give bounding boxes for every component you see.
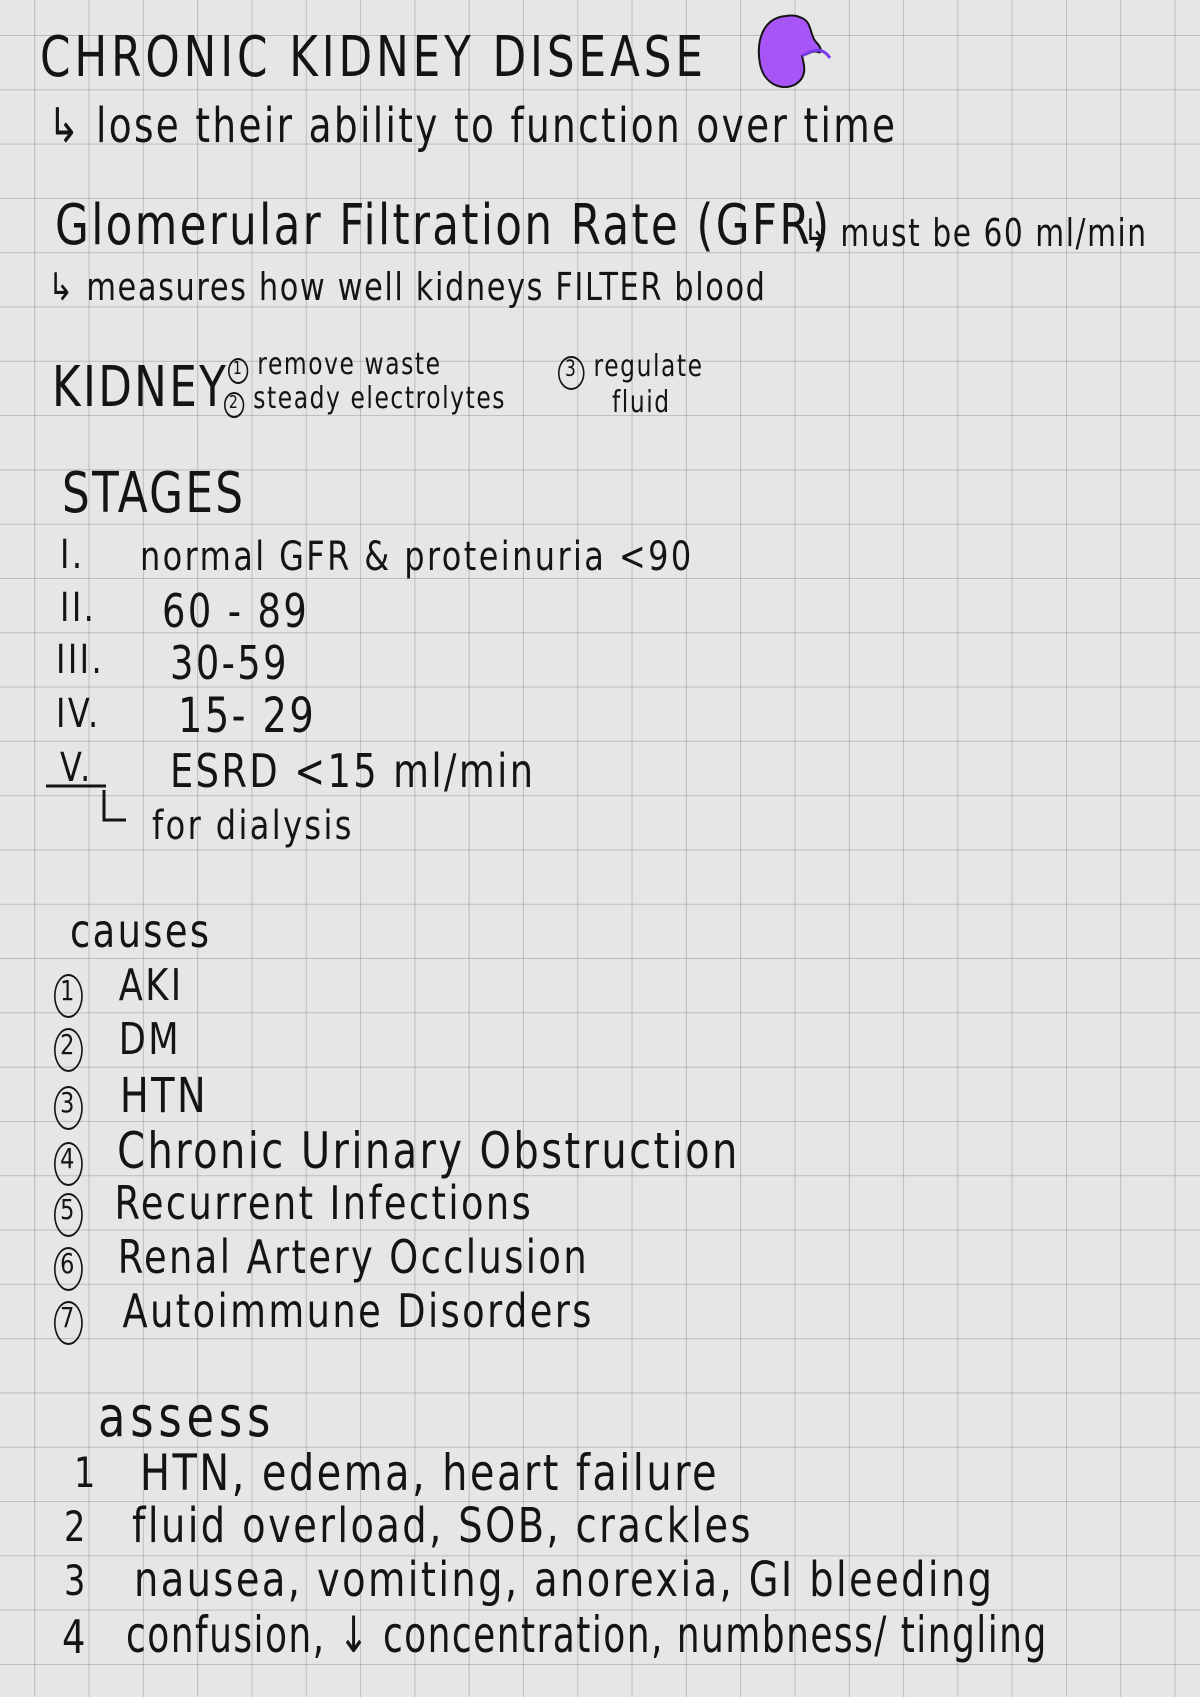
cause-text-3: HTN	[119, 1068, 209, 1124]
assess-num-1: 1	[74, 1448, 98, 1497]
stage-roman-5: V.	[60, 745, 93, 791]
func-num-1: 1	[228, 358, 248, 384]
assess-text-2: fluid overload, SOB, crackles	[132, 1498, 753, 1554]
kidney-func-2	[224, 381, 507, 418]
stage-text-5: ESRD <15 ml/min	[170, 744, 536, 798]
stage-roman-3: III.	[56, 637, 105, 683]
stage-roman-2: II.	[60, 585, 97, 631]
assess-num-2: 2	[64, 1502, 88, 1551]
cause-item-2	[54, 1014, 182, 1072]
page-title: CHRONIC KIDNEY DISEASE	[40, 25, 707, 90]
gfr-note: ↳ must be 60 ml/min	[803, 211, 1148, 255]
cause-item-6	[54, 1230, 590, 1291]
cause-item-1	[54, 960, 184, 1018]
cause-item-7	[54, 1284, 594, 1345]
definition-text: ↳ lose their ability to function over time	[48, 98, 898, 154]
kidney-label: KIDNEY	[52, 355, 229, 420]
stage-text-3: 30-59	[170, 636, 289, 690]
gfr-measure: ↳ measures how well kidneys FILTER blood	[48, 265, 767, 309]
kidney-func-1	[228, 347, 442, 384]
func-text-3: regulate	[593, 349, 704, 384]
assess-heading: assess	[98, 1385, 276, 1450]
kidney-icon	[752, 12, 832, 94]
assess-text-3: nausea, vomiting, anorexia, GI bleeding	[134, 1552, 995, 1608]
cause-text-1: AKI	[118, 960, 184, 1011]
assess-text-1: HTN, edema, heart failure	[140, 1444, 720, 1502]
func-text-1: remove waste	[257, 347, 442, 382]
gfr-heading: Glomerular Filtration Rate (GFR)	[55, 193, 832, 258]
stage-5-branch-icon	[44, 782, 128, 826]
cause-num-7: 7	[54, 1301, 83, 1345]
cause-num-3: 3	[54, 1086, 83, 1130]
cause-num-6: 6	[54, 1247, 83, 1291]
cause-item-5	[54, 1176, 534, 1237]
stage-roman-4: IV.	[56, 691, 101, 737]
stage-roman-1: I.	[60, 532, 85, 578]
stage-text-4: 15- 29	[178, 688, 317, 744]
cause-num-2: 2	[54, 1028, 83, 1072]
cause-text-5: Recurrent Infections	[114, 1176, 534, 1230]
cause-num-4: 4	[54, 1142, 83, 1186]
cause-text-6: Renal Artery Occlusion	[117, 1230, 590, 1284]
cause-num-1: 1	[54, 974, 83, 1018]
func-num-2: 2	[224, 392, 244, 418]
dialysis-note: for dialysis	[152, 803, 354, 849]
kidney-func-3-cont: fluid	[612, 385, 671, 420]
cause-text-4: Chronic Urinary Obstruction	[117, 1122, 740, 1180]
stages-heading: STAGES	[62, 461, 246, 526]
func-text-2: steady electrolytes	[253, 381, 507, 416]
assess-text-4: confusion, ↓ concentration, numbness/ tingling	[126, 1606, 1048, 1664]
cause-text-2: DM	[118, 1014, 182, 1065]
cause-num-5: 5	[54, 1193, 83, 1237]
assess-num-4: 4	[62, 1610, 88, 1664]
causes-heading: causes	[70, 904, 212, 958]
cause-text-7: Autoimmune Disorders	[122, 1284, 594, 1338]
stage-text-2: 60 - 89	[162, 584, 310, 638]
func-num-3: 3	[558, 356, 585, 390]
assess-num-3: 3	[64, 1556, 88, 1605]
stage-text-1: normal GFR & proteinuria <90	[140, 534, 694, 580]
